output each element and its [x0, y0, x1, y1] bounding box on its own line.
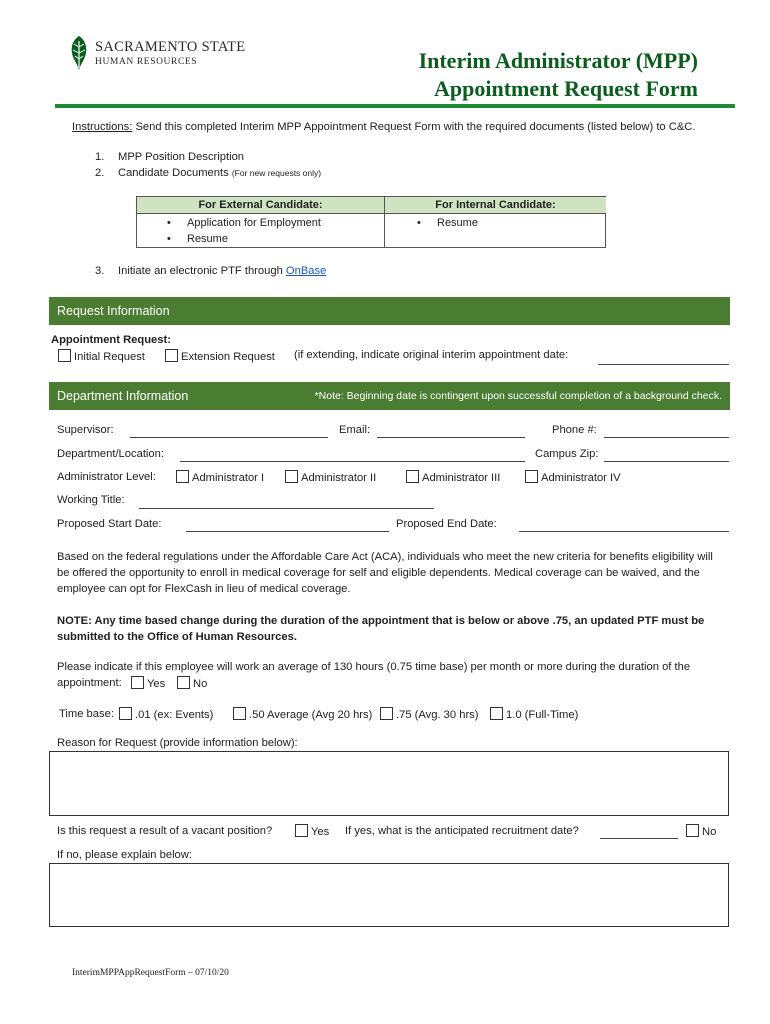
hours-no-option[interactable]	[177, 676, 207, 690]
time-base-75-label: .75 (Avg. 30 hrs)	[396, 709, 479, 721]
administrator-ii-label: Administrator II	[301, 472, 377, 484]
appointment-request-label: Appointment Request:	[51, 334, 171, 346]
reason-for-request-label: Reason for Request (provide information below):	[57, 737, 298, 749]
instructions-label: Instructions:	[72, 121, 133, 133]
logo-text-institution: SACRAMENTO STATE	[95, 39, 246, 55]
instruction-item-1-number: 1.	[95, 151, 105, 163]
supervisor-label: Supervisor:	[57, 424, 114, 436]
initial-request-label: Initial Request	[74, 351, 145, 363]
hours-yes-option[interactable]	[131, 676, 165, 690]
form-footer: InterimMPPAppRequestForm – 07/10/20	[72, 968, 229, 978]
working-title-label: Working Title:	[57, 494, 125, 506]
department-information-header	[49, 382, 730, 410]
proposed-start-date-field[interactable]	[186, 531, 389, 532]
original-appointment-date-field[interactable]	[598, 364, 729, 365]
time-base-01-checkbox[interactable]	[119, 707, 132, 720]
hours-question-line2: appointment:	[57, 677, 122, 689]
department-information-title: Department Information	[57, 389, 189, 403]
table-divider	[384, 197, 385, 247]
proposed-start-date-label: Proposed Start Date:	[57, 518, 162, 530]
request-information-header	[49, 297, 730, 325]
email-field[interactable]	[377, 437, 525, 438]
campus-zip-field[interactable]	[604, 461, 729, 462]
external-candidate-header: For External Candidate:	[137, 197, 384, 214]
proposed-end-date-field[interactable]	[519, 531, 729, 532]
administrator-i-option[interactable]	[176, 470, 264, 484]
extension-request-option[interactable]	[165, 349, 275, 363]
extending-note: (if extending, indicate original interim appointment date:	[294, 349, 569, 361]
administrator-iii-option[interactable]	[406, 470, 500, 484]
initial-request-checkbox[interactable]	[58, 349, 71, 362]
onbase-link[interactable]: OnBase	[285, 265, 327, 277]
phone-field[interactable]	[604, 437, 729, 438]
supervisor-field[interactable]	[130, 437, 328, 438]
vacant-no-checkbox[interactable]	[686, 824, 699, 837]
sacramento-state-logo	[68, 35, 258, 75]
email-label: Email:	[339, 424, 371, 436]
time-base-10-label: 1.0 (Full-Time)	[506, 709, 579, 721]
extension-request-checkbox[interactable]	[165, 349, 178, 362]
instructions	[72, 121, 696, 133]
administrator-i-label: Administrator I	[192, 472, 265, 484]
hours-no-label: No	[193, 678, 208, 690]
time-base-label: Time base:	[59, 708, 114, 720]
instruction-item-3-text: Initiate an electronic PTF through	[118, 265, 283, 277]
administrator-ii-checkbox[interactable]	[285, 470, 298, 483]
explain-below-label: If no, please explain below:	[57, 849, 192, 861]
instruction-item-2-text: Candidate Documents	[118, 167, 229, 179]
recruitment-date-question: If yes, what is the anticipated recruitment date?	[345, 825, 579, 837]
vacant-no-option[interactable]	[686, 824, 716, 838]
initial-request-option[interactable]	[58, 349, 145, 363]
vacant-yes-option[interactable]	[295, 824, 329, 838]
instructions-text: Send this completed Interim MPP Appointment Request Form with the required documents (listed below) to C&C.	[135, 121, 696, 133]
extension-request-label: Extension Request	[181, 351, 275, 363]
hours-yes-label: Yes	[147, 678, 166, 690]
time-base-option-50[interactable]	[233, 707, 372, 721]
internal-item: • Resume	[437, 217, 478, 229]
form-title-line1: Interim Administrator (MPP)	[418, 48, 698, 73]
external-item: • Application for Employment	[187, 217, 321, 229]
time-base-01-label: .01 (ex: Events)	[135, 709, 214, 721]
working-title-field[interactable]	[139, 508, 434, 509]
department-location-label: Department/Location:	[57, 448, 164, 460]
administrator-iv-label: Administrator IV	[541, 472, 621, 484]
instruction-item-3	[118, 265, 326, 277]
reason-for-request-textarea[interactable]	[49, 751, 729, 816]
time-base-option-01[interactable]	[119, 707, 213, 721]
hours-no-checkbox[interactable]	[177, 676, 190, 689]
request-information-title: Request Information	[57, 304, 170, 318]
aca-paragraph: Based on the federal regulations under the Affordable Care Act (ACA), individuals who meet the new criteria for benefits eligibility will be offered the opportunity to enroll in medical coverage for self and eligible dependents. Medical coverage can be waived, and the employee can opt for FlexCash in lieu of medical coverage.	[57, 551, 713, 595]
hours-question-line1: Please indicate if this employee will work an average of 130 hours (0.75 time base) per month or more during the duration of the	[57, 661, 691, 673]
administrator-ii-option[interactable]	[285, 470, 376, 484]
vacant-position-question: Is this request a result of a vacant position?	[57, 825, 273, 837]
time-base-option-75[interactable]	[380, 707, 479, 721]
hornet-leaf-icon	[68, 35, 90, 71]
time-base-50-checkbox[interactable]	[233, 707, 246, 720]
time-base-75-checkbox[interactable]	[380, 707, 393, 720]
phone-label: Phone #:	[552, 424, 597, 436]
logo-text-department: HUMAN RESOURCES	[95, 57, 198, 67]
vacant-no-label: No	[702, 826, 717, 838]
administrator-iii-label: Administrator III	[422, 472, 501, 484]
header-divider	[55, 104, 735, 108]
administrator-iv-checkbox[interactable]	[525, 470, 538, 483]
hours-yes-checkbox[interactable]	[131, 676, 144, 689]
administrator-iii-checkbox[interactable]	[406, 470, 419, 483]
instruction-item-2-note: (For new requests only)	[231, 168, 322, 178]
background-check-note: *Note: Beginning date is contingent upon successful completion of a background check.	[314, 390, 722, 402]
recruitment-date-field[interactable]	[600, 838, 678, 839]
instruction-item-3-number: 3.	[95, 265, 105, 277]
instruction-item-2-number: 2.	[95, 167, 105, 179]
instruction-item-2	[118, 167, 321, 179]
instruction-item-1: MPP Position Description	[118, 151, 245, 163]
candidate-documents-table	[136, 196, 606, 248]
internal-candidate-header: For Internal Candidate:	[385, 197, 606, 214]
form-title-line2: Appointment Request Form	[434, 76, 698, 101]
external-item: • Resume	[187, 233, 228, 245]
vacant-yes-checkbox[interactable]	[295, 824, 308, 837]
department-location-field[interactable]	[180, 461, 525, 462]
proposed-end-date-label: Proposed End Date:	[396, 518, 497, 530]
administrator-iv-option[interactable]	[525, 470, 621, 484]
campus-zip-label: Campus Zip:	[535, 448, 599, 460]
administrator-level-label: Administrator Level:	[57, 471, 156, 483]
time-base-change-note: NOTE: Any time based change during the duration of the appointment that is below or above .75, an updated PTF must be submitted to the Office of Human Resources.	[57, 615, 705, 643]
explanation-textarea[interactable]	[49, 863, 729, 927]
administrator-i-checkbox[interactable]	[176, 470, 189, 483]
time-base-10-checkbox[interactable]	[490, 707, 503, 720]
time-base-option-10[interactable]	[490, 707, 578, 721]
time-base-50-label: .50 Average (Avg 20 hrs)	[249, 709, 373, 721]
vacant-yes-label: Yes	[311, 826, 330, 838]
